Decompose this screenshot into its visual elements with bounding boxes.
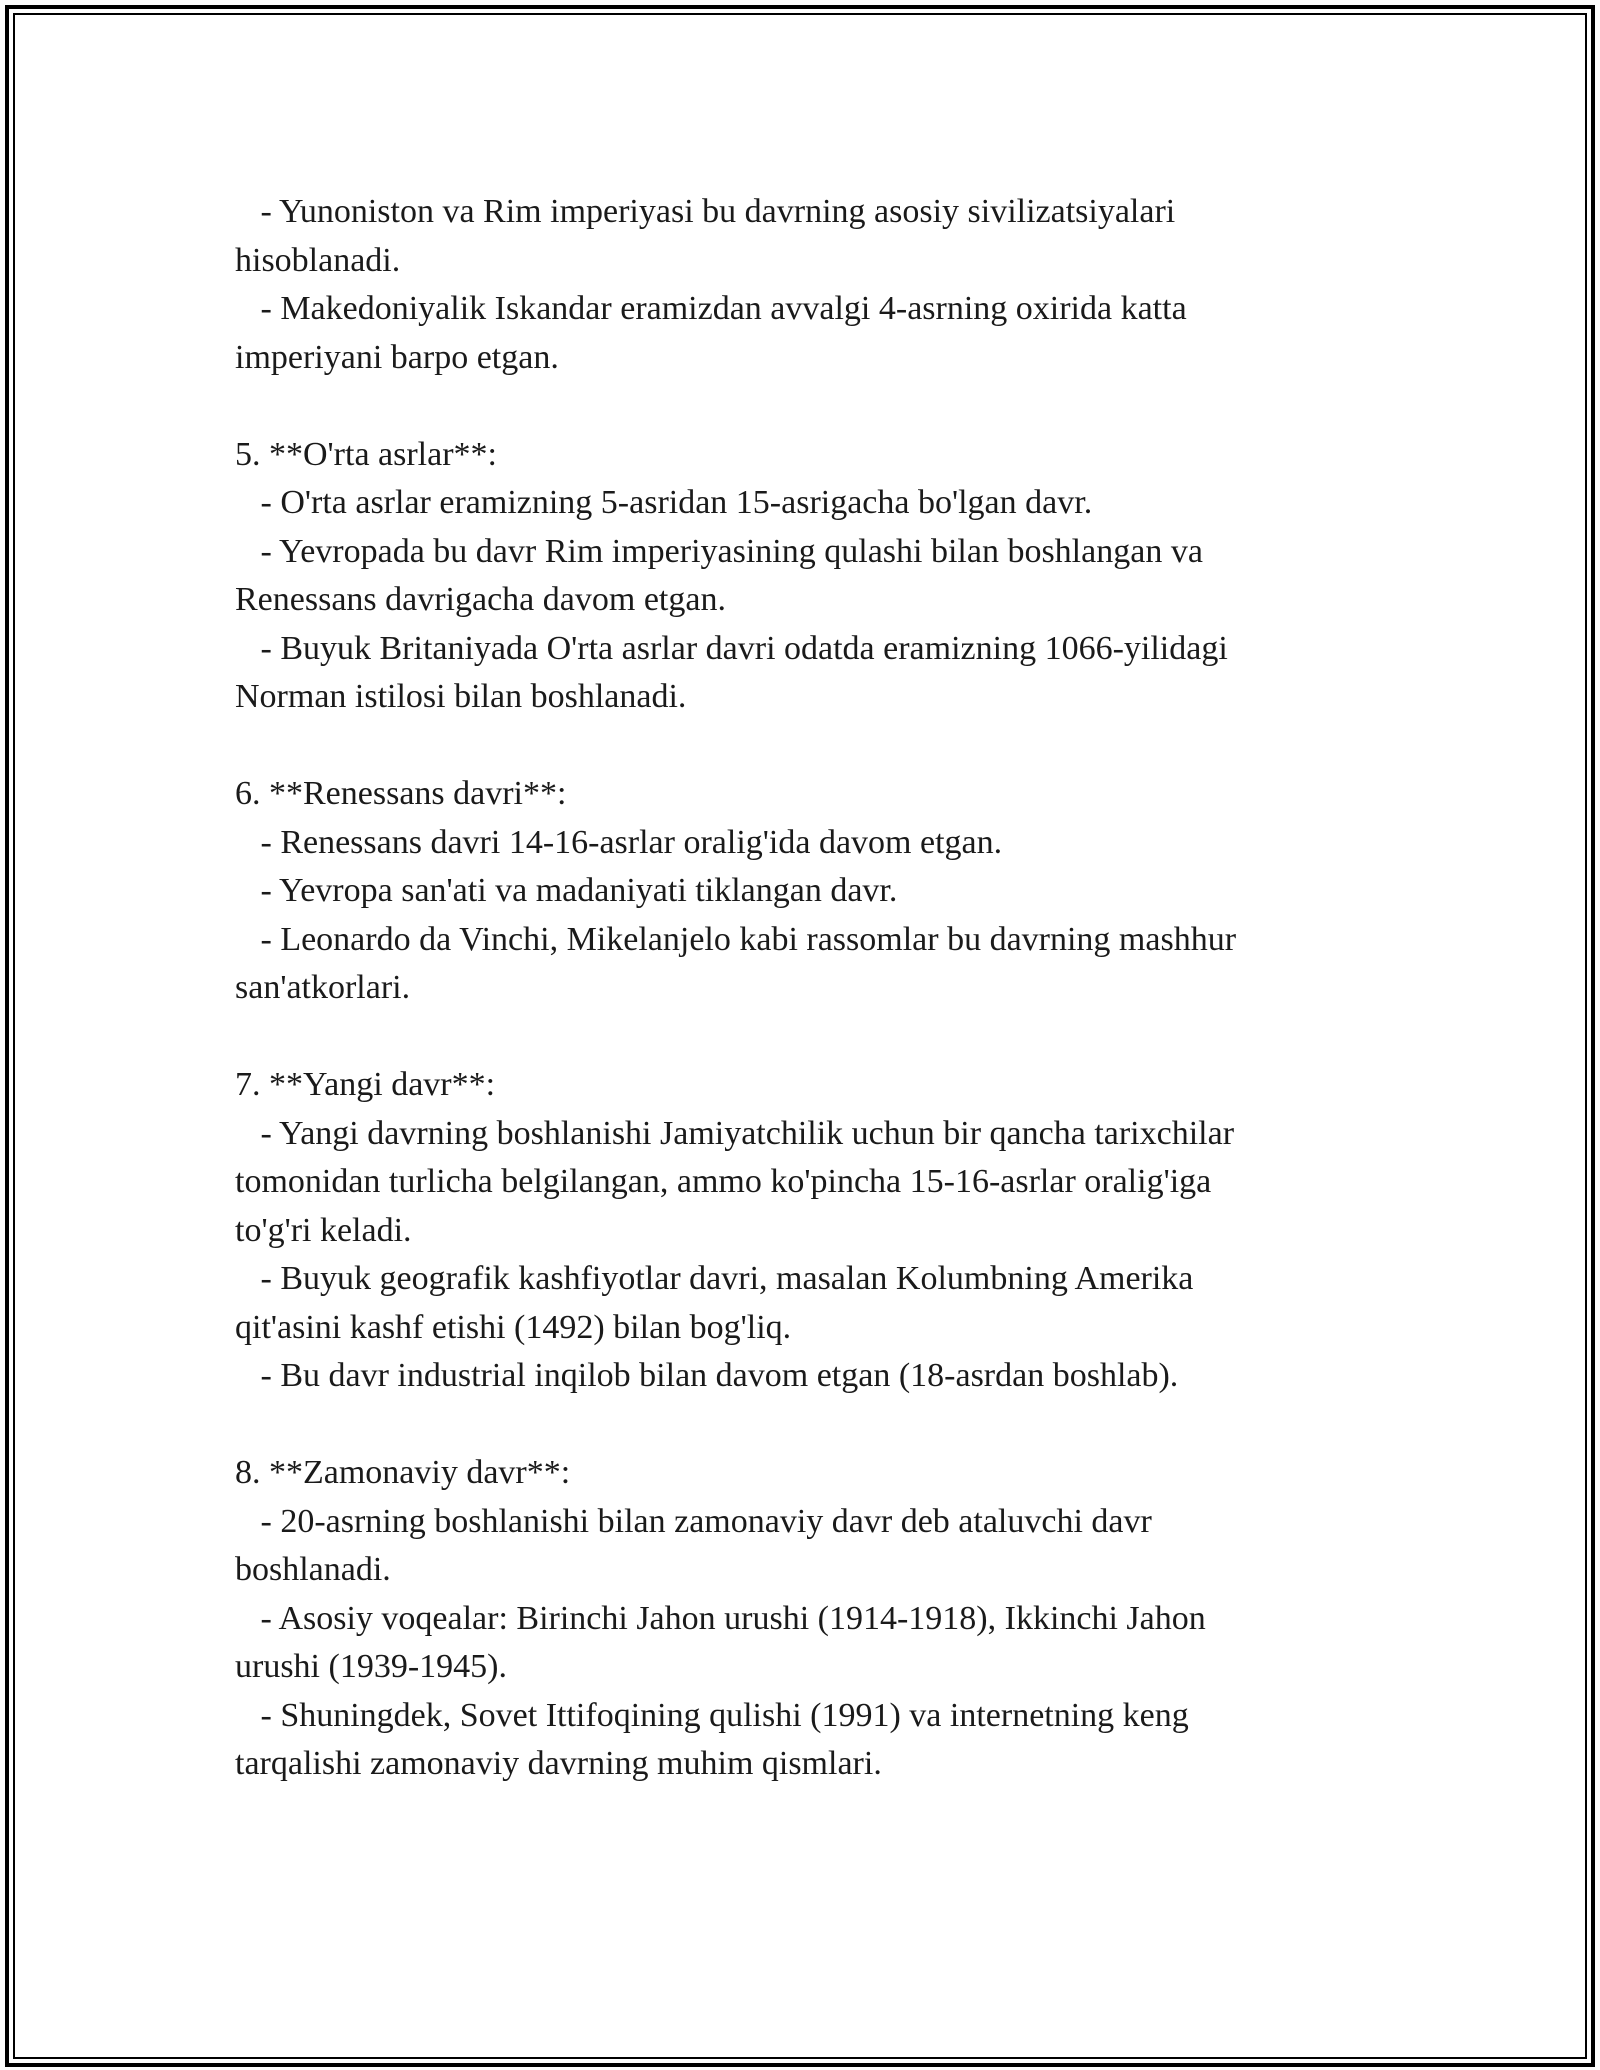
text-line: - Yunoniston va Rim imperiyasi bu davrning asosiy sivilizatsiyalari [235,193,1176,230]
blank-line [235,722,1345,771]
blank-line [235,1013,1345,1062]
text-line: - Leonardo da Vinchi, Mikelanjelo kabi rassomlar bu davrning mashhur [235,920,1237,958]
text-line: urushi (1939-1945). [235,1648,507,1685]
text-line: san'atkorlari. [235,969,411,1006]
text-line: - Buyuk geografik kashfiyotlar davri, masalan Kolumbning Amerika [235,1260,1194,1297]
text-line: Renessans davrigacha davom etgan. [235,581,726,618]
text-line: - Shuningdek, Sovet Ittifoqining qulishi (1991) va internetning keng [235,1696,1189,1734]
section-heading: 6. **Renessans davri**: [235,775,567,812]
text-line: Norman istilosi bilan boshlanadi. [235,678,687,715]
text-line: tarqalishi zamonaviy davrning muhim qismlari. [235,1745,882,1782]
text-line: - Yangi davrning boshlanishi Jamiyatchilik uchun bir qancha tarixchilar [235,1114,1235,1152]
text-line: - Yevropa san'ati va madaniyati tiklangan davr. [235,872,898,909]
text-line: - Makedoniyalik Iskandar eramizdan avvalgi 4-asrning oxirida katta [235,290,1187,327]
text-line: - Asosiy voqealar: Birinchi Jahon urushi (1914-1918), Ikkinchi Jahon [235,1599,1206,1637]
blank-line [235,382,1345,431]
text-line: - O'rta asrlar eramizning 5-asridan 15-asrigacha bo'lgan davr. [235,484,1093,521]
section-heading: 7. **Yangi davr**: [235,1066,496,1103]
text-line: to'g'ri keladi. [235,1211,412,1249]
text-line: - Renessans davri 14-16-asrlar oralig'ida davom etgan. [235,823,1003,861]
text-line: - Buyuk Britaniyada O'rta asrlar davri odatda eramizning 1066-yilidagi [235,629,1228,667]
text-line: hisoblanadi. [235,241,401,279]
text-line: qit'asini kashf etishi (1492) bilan bog'liq. [235,1308,792,1346]
text-line: - Yevropada bu davr Rim imperiyasining qulashi bilan boshlangan va [235,532,1203,570]
text-line: imperiyani barpo etgan. [235,338,559,376]
document-body [235,188,1345,1789]
blank-line [235,1401,1345,1450]
text-line: - Bu davr industrial inqilob bilan davom etgan (18-asrdan boshlab). [235,1357,1179,1394]
text-line: tomonidan turlicha belgilangan, ammo ko'pincha 15-16-asrlar oralig'iga [235,1163,1212,1200]
text-line: boshlanadi. [235,1551,391,1588]
text-line: - 20-asrning boshlanishi bilan zamonaviy davr deb ataluvchi davr [235,1502,1152,1540]
section-heading: 8. **Zamonaviy davr**: [235,1454,571,1491]
section-heading: 5. **O'rta asrlar**: [235,435,497,473]
